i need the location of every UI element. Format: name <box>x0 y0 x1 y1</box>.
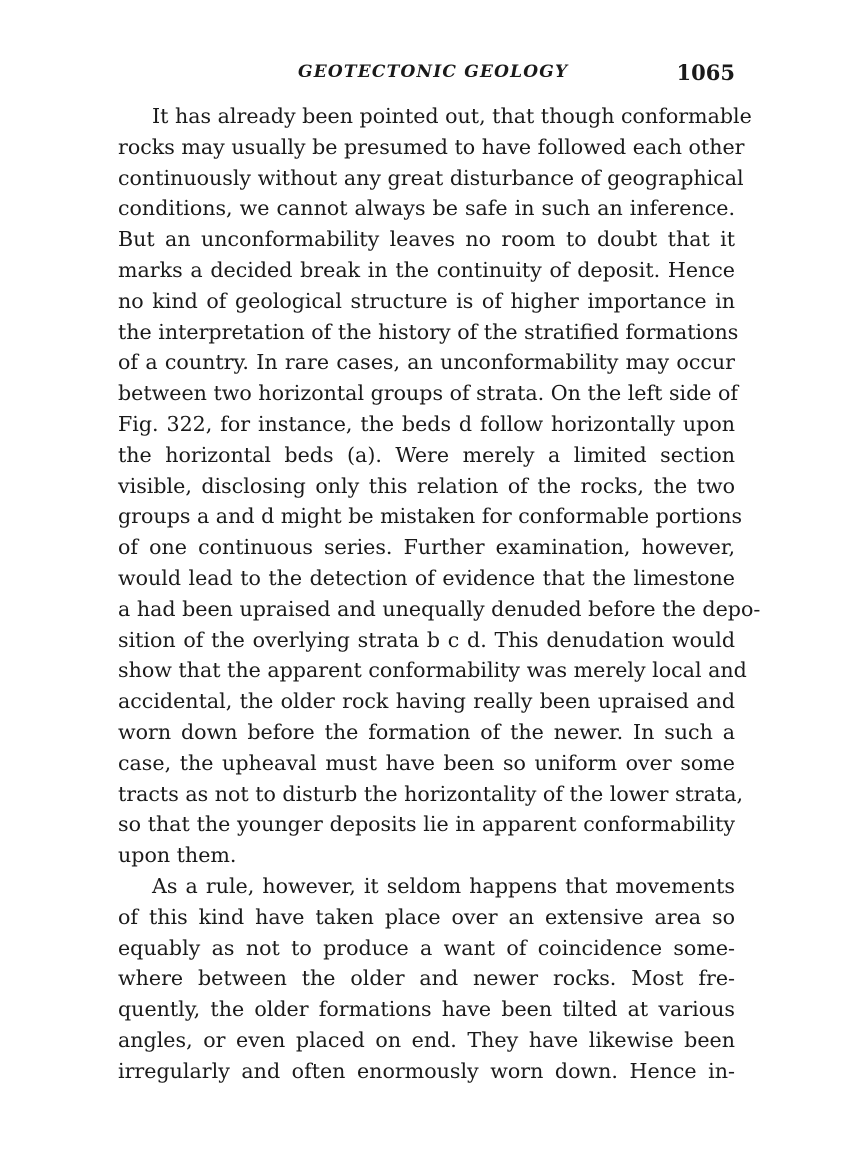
text-line: rocks may usually be presumed to have followed each other <box>118 134 745 159</box>
text-line: But an unconformability leaves no room to doubt that it <box>118 227 735 252</box>
text-line: angles, or even placed on end. They have likewise been <box>118 1027 735 1052</box>
text-line: sition of the overlying strata b c d. This denudation would <box>118 627 735 652</box>
text-line: a had been upraised and unequally denuded before the depo- <box>118 596 761 621</box>
text-line: so that the younger deposits lie in apparent conformability <box>118 812 735 837</box>
text-line: no kind of geological structure is of higher importance in <box>118 288 735 313</box>
text-line: where between the older and newer rocks. Most fre- <box>118 966 735 991</box>
text-line: show that the apparent conformability was merely local and <box>118 658 747 683</box>
running-title: GEOTECTONIC GEOLOGY <box>298 62 569 82</box>
text-line: visible, disclosing only this relation of the rocks, the two <box>118 473 735 498</box>
text-line: the horizontal beds (a). Were merely a limited section <box>118 442 735 467</box>
text-line: groups a and d might be mistaken for conformable portions <box>118 504 743 529</box>
text-line: of a country. In rare cases, an unconformability may occur <box>118 350 735 375</box>
text-line: case, the upheaval must have been so uniform over some <box>118 750 735 775</box>
page-number: 1065 <box>676 60 735 85</box>
running-head <box>118 60 735 88</box>
text-line: continuously without any great disturbance of geographical <box>118 165 744 190</box>
text-line: upon them. <box>118 843 237 868</box>
text-line: equably as not to produce a want of coincidence some- <box>118 935 735 960</box>
text-line: accidental, the older rock having really been upraised and <box>118 689 735 714</box>
text-line: worn down before the formation of the newer. In such a <box>118 719 735 744</box>
paragraph-2 <box>118 871 735 1087</box>
text-line: quently, the older formations have been tilted at various <box>118 997 735 1022</box>
text-line: irregularly and often enormously worn down. Hence in- <box>118 1058 735 1083</box>
text-line: As a rule, however, it seldom happens that movements <box>152 873 735 898</box>
paragraph-1 <box>118 101 761 871</box>
text-line: the interpretation of the history of the stratified formations <box>118 319 739 344</box>
text-line: Fig. 322, for instance, the beds d follow horizontally upon <box>118 411 735 436</box>
text-line: It has already been pointed out, that though conformable <box>152 104 752 128</box>
body-text <box>118 101 761 1087</box>
text-line: tracts as not to disturb the horizontality of the lower strata, <box>118 781 744 806</box>
text-line: would lead to the detection of evidence that the limestone <box>118 565 735 590</box>
text-line: of this kind have taken place over an extensive area so <box>118 904 735 929</box>
text-line: marks a decided break in the continuity of deposit. Hence <box>118 257 735 282</box>
text-line: conditions, we cannot always be safe in such an inference. <box>118 196 735 221</box>
text-line: of one continuous series. Further examination, however, <box>118 535 735 560</box>
text-line: between two horizontal groups of strata. On the left side of <box>118 381 739 406</box>
